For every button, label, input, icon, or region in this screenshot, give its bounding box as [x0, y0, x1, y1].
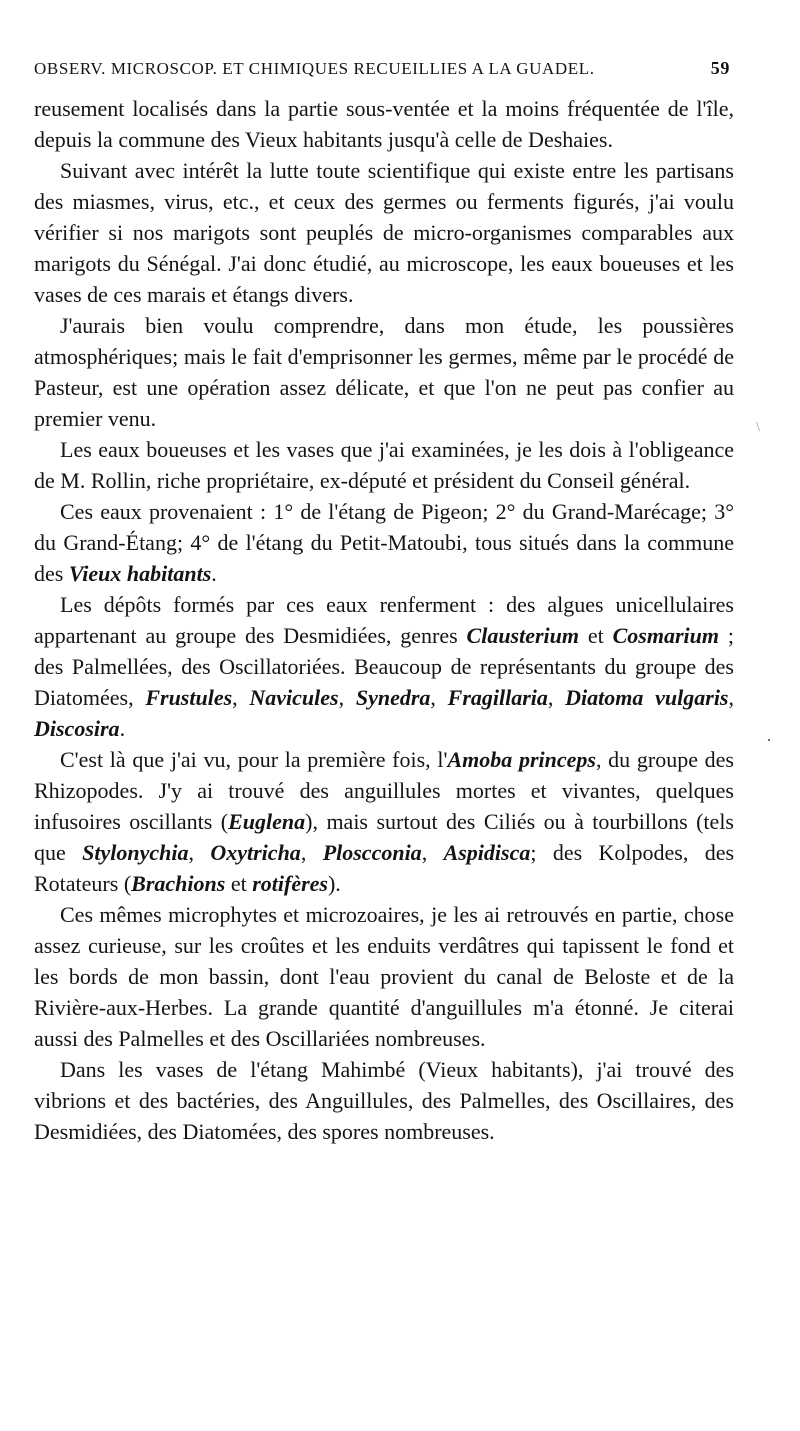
margin-mark: · — [766, 730, 772, 750]
page — [34, 58, 734, 1147]
italic-term: Cosmarium — [612, 623, 719, 648]
text-segment: Ces mêmes microphytes et microzoaires, je les ai retrouvés en partie, chose assez curieuse, sur les croûtes et les enduits verdâtres qui tapissent le fond et les bords de mon bassin, dont l'eau provient du canal de Beloste et de la Rivière-aux-Herbes. La grande quantité d'anguillules m'a étonné. Je citerai aussi des Palmelles et des Oscillariées nombreuses. — [34, 902, 734, 1051]
paragraph — [34, 93, 734, 155]
page-number: 59 — [710, 58, 730, 78]
text-segment: , — [421, 840, 444, 865]
italic-term: Aspidisca — [443, 840, 531, 865]
text-segment: J'aurais bien voulu comprendre, dans mon étude, les poussières atmosphériques; mais le fait d'emprisonner les germes, même par le procédé de Pasteur, est une opération assez délicate, et que l'on ne peut pas confier au premier venu. — [34, 313, 734, 431]
text-segment: , — [300, 840, 323, 865]
text-segment: , — [728, 685, 734, 710]
text-segment: Dans les vases de l'étang Mahimbé (Vieux habitants), j'ai trouvé des vibrions et des bactéries, des Anguillules, des Palmelles, des Oscillaires, des Desmidiées, des Diatomées, des spores nombreuses. — [34, 1057, 734, 1144]
text-segment: ; des Kolpodes, des Rotateurs ( — [34, 840, 735, 896]
italic-term: Brachions — [131, 871, 226, 896]
text-segment: reusement localisés dans la partie sous-ventée et la moins fréquentée de l'île, depuis la commune des Vieux habitants jusqu'à celle de Deshaies. — [34, 96, 734, 152]
italic-term: Fragillaria — [447, 685, 548, 710]
italic-term: Euglena — [228, 809, 306, 834]
paragraph — [34, 496, 734, 589]
italic-term: Amoba princeps — [447, 747, 596, 772]
paragraph — [34, 899, 734, 1054]
text-segment: ). — [327, 871, 341, 896]
stray-mark: \ — [756, 420, 760, 435]
paragraph — [34, 310, 734, 434]
text-segment: , — [430, 685, 448, 710]
paragraph — [34, 434, 734, 496]
italic-term: Stylonychia — [82, 840, 189, 865]
italic-term: Frustules — [145, 685, 233, 710]
paragraph — [34, 589, 734, 744]
text-segment: C'est là que j'ai vu, pour la première fois, l' — [60, 747, 448, 772]
text-segment: Les eaux boueuses et les vases que j'ai examinées, je les dois à l'obligeance de M. Rollin, riche propriétaire, ex-député et président du Conseil général. — [34, 437, 734, 493]
italic-term: Synedra — [355, 685, 431, 710]
text-segment: . — [211, 561, 217, 586]
text-segment: , — [188, 840, 211, 865]
text-segment: et — [225, 871, 253, 896]
italic-term: Clausterium — [466, 623, 580, 648]
text-segment: Suivant avec intérêt la lutte toute scientifique qui existe entre les partisans des miasmes, virus, etc., et ceux des germes ou ferments figurés, j'ai voulu vérifier si nos marigots sont peuplés de micro-organismes comparables aux marigots du Sénégal. J'ai donc étudié, au microscope, les eaux boueuses et les vases de ces marais et étangs divers. — [34, 158, 734, 307]
text-segment: Ces eaux provenaient : 1° de l'étang de Pigeon; 2° du Grand-Marécage; 3° du Grand-Étang; 4° de l'étang du Petit-Matoubi, tous situés dans la commune des — [34, 499, 734, 586]
text-segment: Les dépôts formés par ces eaux renferment : des algues unicellulaires appartenant au groupe des Desmidiées, genres — [34, 592, 734, 648]
italic-term: Ploscconia — [322, 840, 422, 865]
text-segment: , — [547, 685, 566, 710]
italic-term: Diatoma vulgaris — [565, 685, 729, 710]
running-header — [34, 58, 734, 79]
text-segment: , — [232, 685, 250, 710]
body-text — [34, 93, 734, 1147]
paragraph — [34, 155, 734, 310]
text-segment: et — [579, 623, 613, 648]
paragraph — [34, 744, 734, 899]
text-segment: ; des Palmellées, des Oscillatoriées. Beaucoup de représentants du groupe des Diatomées, — [34, 623, 734, 710]
text-segment: , — [338, 685, 356, 710]
italic-term: rotifères — [252, 871, 328, 896]
italic-term: Navicules — [249, 685, 339, 710]
italic-term: Discosira — [34, 716, 120, 741]
running-title: OBSERV. MICROSCOP. ET CHIMIQUES RECUEILLIES A LA GUADEL. — [34, 59, 595, 78]
text-segment: . — [119, 716, 126, 741]
text-segment: , du groupe des Rhizopodes. J'y ai trouvé des anguillules mortes et vivantes, quelques infusoires oscillants ( — [34, 747, 734, 834]
italic-term: Oxytricha — [210, 840, 301, 865]
text-segment: ), mais surtout des Ciliés ou à tourbillons (tels que — [34, 809, 734, 865]
paragraph — [34, 1054, 734, 1147]
italic-term: Vieux habitants — [68, 561, 212, 586]
